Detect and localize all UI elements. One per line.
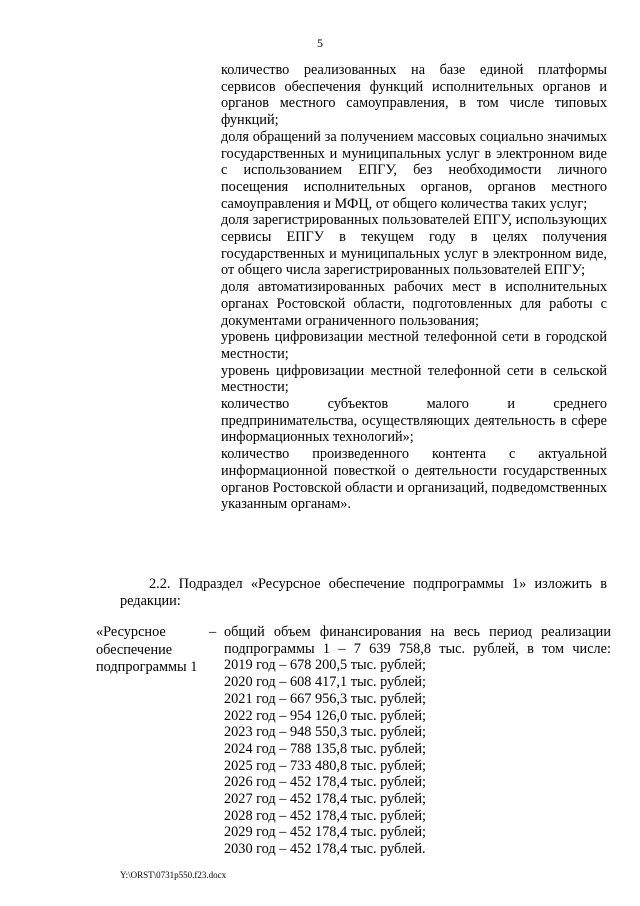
resource-label: «Ресурсное обеспечение подпрограммы 1	[96, 624, 198, 675]
year-item: 2021 год – 667 956,3 тыс. рублей;	[224, 690, 427, 707]
section-paragraph: 2.2. Подраздел «Ресурсное обеспечение подпрограммы 1» изложить в редакции:	[120, 576, 607, 609]
indicator-item: доля автоматизированных рабочих мест в исполнительных органах Ростовской области, подготовленных для работы с документами ограниченного пользования;	[221, 279, 607, 329]
year-item: 2030 год – 452 178,4 тыс. рублей.	[224, 841, 426, 858]
indicator-item: количество реализованных на базе единой платформы сервисов обеспечения функций исполнительных органов и органов местного самоуправления, в том числе типовых функций;	[221, 62, 607, 129]
resource-intro: общий объем финансирования на весь период реализации подпрограммы 1 – 7 639 758,8 тыс. рублей, в том числе:	[224, 624, 611, 657]
resource-details	[224, 624, 611, 858]
indicator-item: уровень цифровизации местной телефонной сети в городской местности;	[221, 329, 607, 362]
year-item: 2020 год – 608 417,1 тыс. рублей;	[224, 674, 427, 691]
indicator-item: доля обращений за получением массовых социально значимых государственных и муниципальных услуг в электронном виде с использованием ЕПГУ, без необходимости личного посещения исполнительных органов, органов местного самоуправления и МФЦ, от общего количества таких услуг;	[221, 128, 607, 212]
indicator-item: уровень цифровизации местной телефонной сети в сельской местности;	[221, 362, 607, 396]
section-2-2	[120, 576, 607, 609]
file-path-footer: Y:\ORST\0731p550.f23.docx	[120, 870, 227, 880]
indicator-item: количество произведенного контента с актуальной информационной повесткой о деятельности государственных органов Ростовской области и организаций, подведомственных указанным органам».	[221, 446, 607, 513]
year-item: 2027 год – 452 178,4 тыс. рублей;	[224, 791, 427, 808]
year-item: 2022 год – 954 126,0 тыс. рублей;	[224, 707, 427, 724]
resource-dash: –	[209, 624, 217, 640]
indicator-list	[221, 62, 607, 513]
year-item: 2024 год – 788 135,8 тыс. рублей;	[224, 740, 427, 757]
year-item: 2025 год – 733 480,8 тыс. рублей;	[224, 757, 427, 774]
year-item: 2029 год – 452 178,4 тыс. рублей;	[224, 824, 427, 841]
indicator-item: количество субъектов малого и среднего предпринимательства, осуществляющих деятельность в сфере информационных технологий»;	[221, 396, 607, 446]
year-item: 2019 год – 678 200,5 тыс. рублей;	[224, 657, 427, 674]
year-item: 2023 год – 948 550,3 тыс. рублей;	[224, 724, 427, 741]
year-item: 2028 год – 452 178,4 тыс. рублей;	[224, 807, 427, 824]
page-number: 5	[317, 36, 323, 50]
indicator-item: доля зарегистрированных пользователей ЕПГУ, использующих сервисы ЕПГУ в текущем году в целях получения государственных и муниципальных услуг в электронном виде, от общего числа зарегистрированных пользователей ЕПГУ;	[221, 212, 607, 279]
year-item: 2026 год – 452 178,4 тыс. рублей;	[224, 774, 427, 791]
